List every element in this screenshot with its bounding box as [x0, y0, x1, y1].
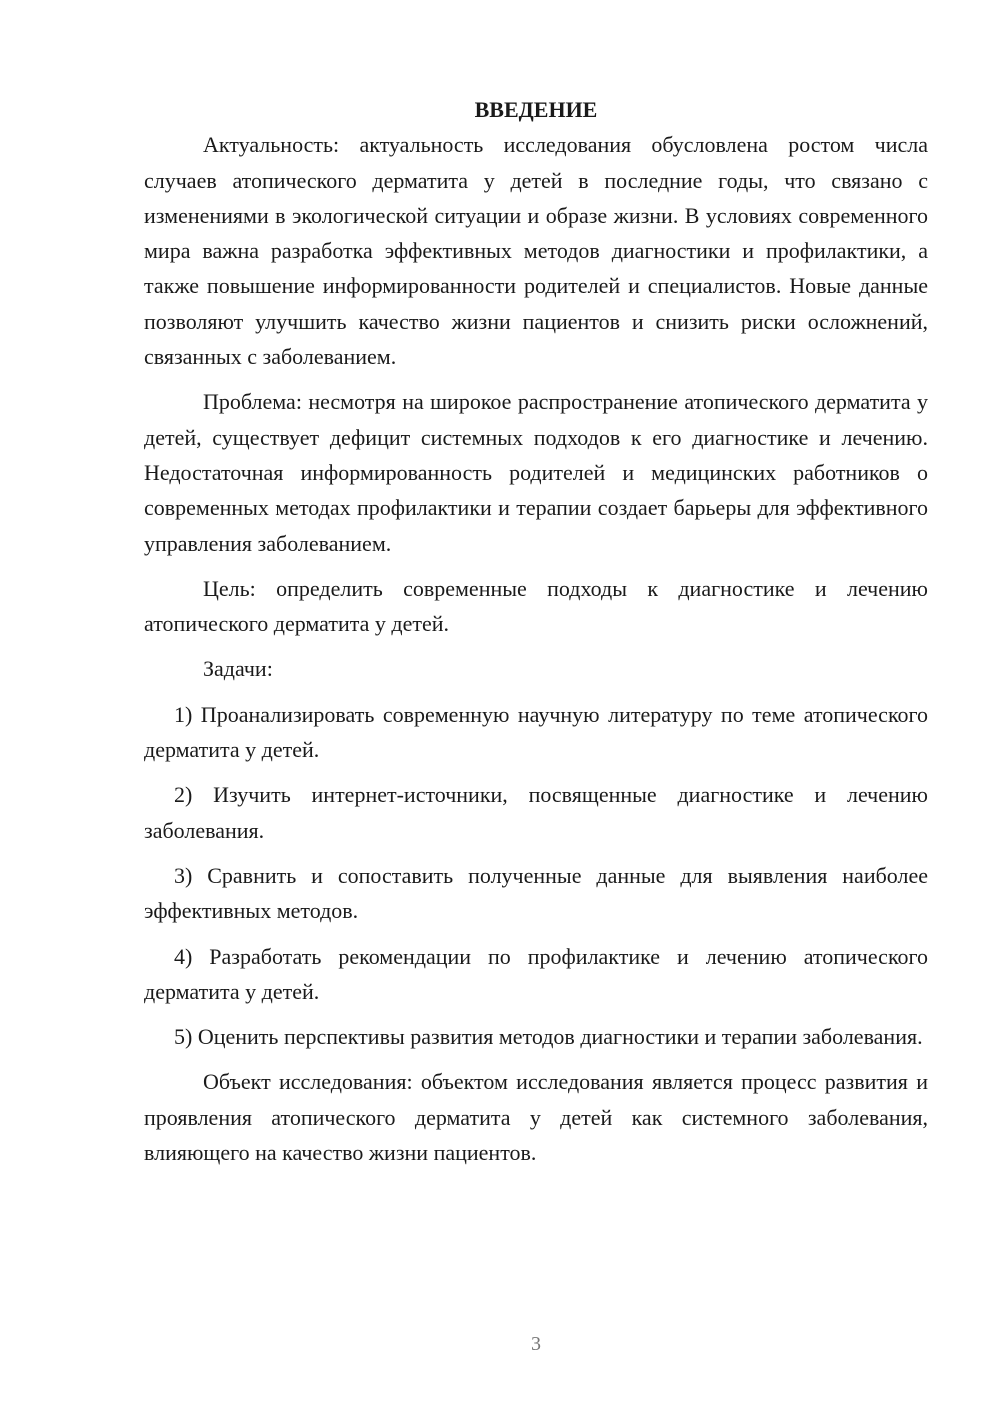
page-number: 3 [531, 1333, 541, 1355]
paragraph-goal: Цель: определить современные подходы к диагностике и лечению атопического дерматита у детей. [144, 575, 928, 637]
task-item-4: 4) Разработать рекомендации по профилактике и лечению атопического дерматита у детей. [144, 943, 928, 1004]
section-title: ВВЕДЕНИЕ [474, 97, 598, 122]
paragraph-relevance: Актуальность: актуальность исследования обусловлена ростом числа случаев атопического дерматита у детей в последние годы, что связано с изменениями в экологической ситуации и образе жизни. В условиях современного мира важна разработка эффективных методов диагностики и профилактики, а также повышение информированности родителей и специалистов. Новые данные позволяют улучшить качество жизни пациентов и снизить риски осложнений, связанных с заболеванием. [144, 132, 928, 370]
task-item-5: 5) Оценить перспективы развития методов диагностики и терапии заболевания. [174, 1024, 923, 1050]
task-item-3: 3) Сравнить и сопоставить полученные данные для выявления наиболее эффективных методов. [144, 862, 928, 924]
task-item-1: 1) Проанализировать современную научную литературу по теме атопического дерматита у детей. [144, 701, 928, 763]
paragraph-object: Объект исследования: объектом исследования является процесс развития и проявления атопического дерматита у детей как системного заболевания, влияющего на качество жизни пациентов. [144, 1069, 928, 1166]
paragraph-problem: Проблема: несмотря на широкое распространение атопического дерматита у детей, существует дефицит системных подходов к его диагностике и лечению. Недостаточная информированность родителей и медицинских работников о современных методах профилактики и терапии создает барьеры для эффективного управления заболеванием. [144, 389, 928, 556]
paragraph-tasks-heading: Задачи: [203, 656, 273, 682]
document-body [144, 92, 928, 1170]
task-item-2: 2) Изучить интернет-источники, посвященные диагностике и лечению заболевания. [144, 782, 928, 843]
